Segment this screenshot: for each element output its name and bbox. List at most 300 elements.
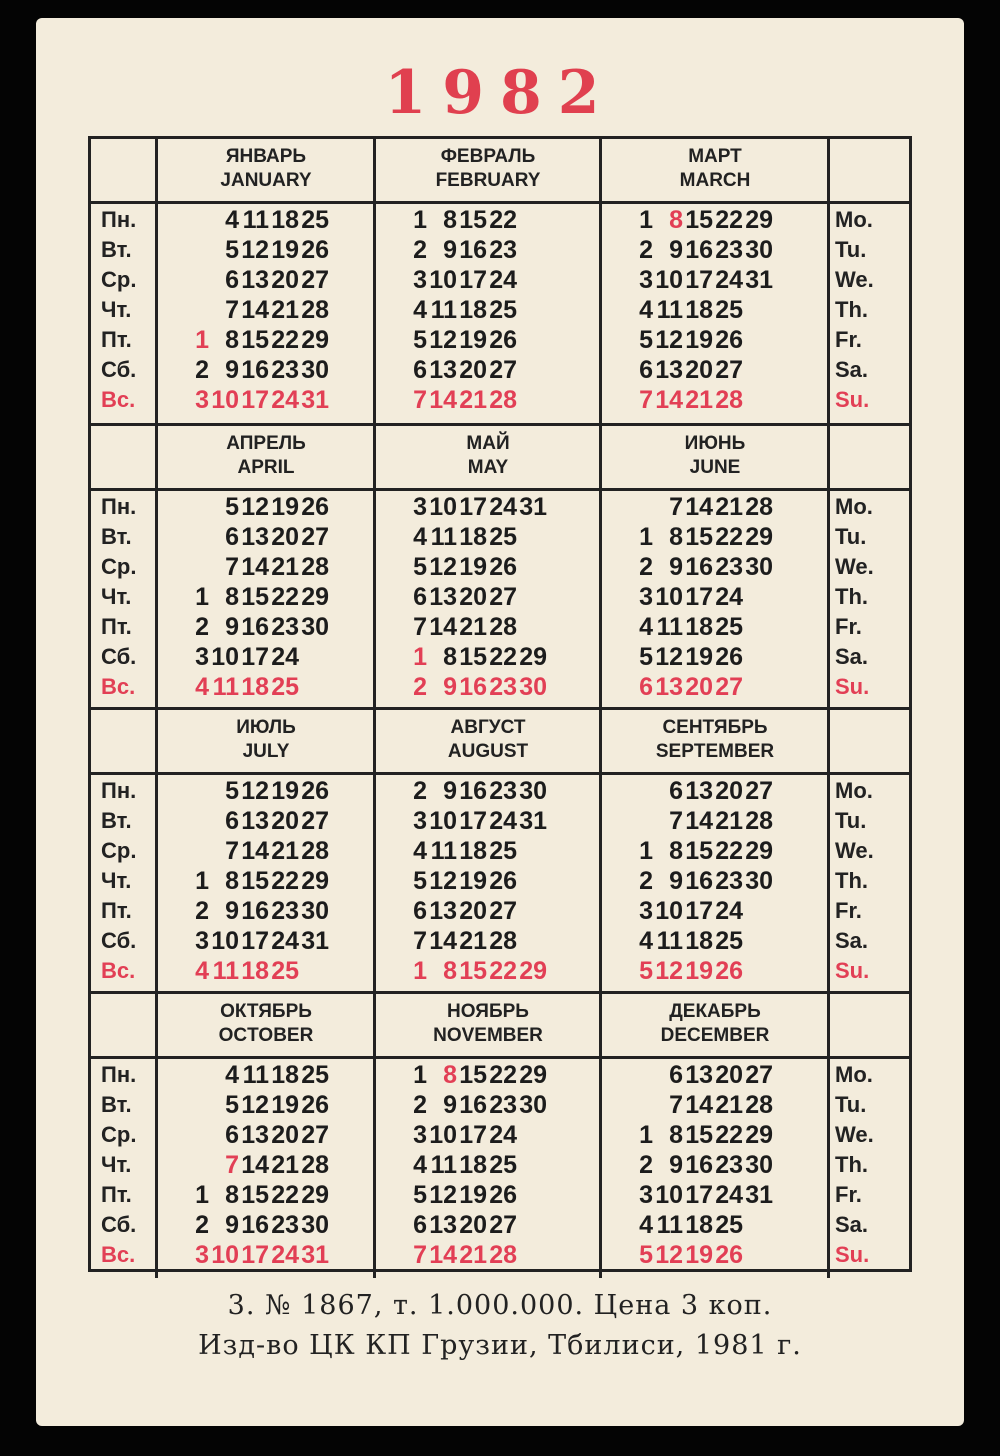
month-name: [157, 716, 375, 764]
day-number: 21: [271, 837, 299, 865]
day-number: 5: [225, 236, 239, 264]
weekday-row: [397, 235, 517, 265]
quarter-row: [91, 139, 909, 423]
weekday-row: [623, 1240, 773, 1270]
day-number: 17: [459, 266, 487, 294]
month-name-ru: НОЯБРЬ: [447, 1001, 529, 1022]
day-number: 5: [639, 643, 653, 671]
weekday-label-en: Sa.: [835, 357, 869, 382]
weekday-label-ru: Пн.: [101, 1062, 137, 1087]
day-number: 14: [241, 837, 269, 865]
day-number: [179, 776, 209, 806]
day-number: 22: [271, 326, 299, 354]
day-number: 19: [271, 236, 299, 264]
weekday-row: [623, 522, 773, 552]
day-number: 27: [745, 777, 773, 805]
day-number: 9: [669, 236, 683, 264]
day-number: 1: [195, 867, 209, 895]
day-number: 24: [715, 1181, 743, 1209]
month-name-en: APRIL: [237, 457, 295, 478]
day-number: [179, 1090, 209, 1120]
day-number: 9: [669, 553, 683, 581]
day-number: 1: [195, 583, 209, 611]
day-number: 20: [459, 1211, 487, 1239]
weekday-row: [623, 672, 773, 702]
day-number: 9: [225, 613, 239, 641]
day-number: 22: [489, 957, 517, 985]
month-name-en: MARCH: [679, 170, 751, 191]
weekday-row: [179, 385, 329, 415]
month-name-ru: ИЮЛЬ: [236, 717, 296, 738]
day-number: 6: [413, 356, 427, 384]
day-number: 30: [301, 613, 329, 641]
day-number: 25: [715, 1211, 743, 1239]
day-number: 14: [429, 386, 457, 414]
weekday-label-en: Th.: [835, 584, 868, 609]
day-number: 8: [443, 957, 457, 985]
day-number: 8: [225, 1181, 239, 1209]
day-number: 24: [271, 927, 299, 955]
weekday-label-ru: Чт.: [101, 297, 132, 322]
weekday-row: [397, 552, 547, 582]
day-number: 1: [413, 206, 427, 234]
day-number: 4: [639, 927, 653, 955]
day-number: 25: [301, 206, 329, 234]
day-number: 10: [211, 643, 239, 671]
day-number: 30: [301, 1211, 329, 1239]
day-number: 29: [745, 1121, 773, 1149]
month-days: [397, 492, 547, 702]
print-info-line: 3. № 1867, т. 1.000.000. Цена 3 коп.: [227, 1290, 773, 1321]
day-number: 13: [241, 523, 269, 551]
day-number: 15: [241, 867, 269, 895]
day-number: 6: [225, 1121, 239, 1149]
weekday-row: [623, 385, 773, 415]
day-number: 14: [241, 1151, 269, 1179]
weekday-row: [179, 806, 329, 836]
day-number: 21: [271, 1151, 299, 1179]
weekday-label-en: Sa.: [835, 928, 869, 953]
weekday-row: [623, 265, 773, 295]
weekday-label-ru: Вт.: [101, 808, 132, 833]
day-number: 8: [225, 583, 239, 611]
day-number: 19: [459, 867, 487, 895]
day-number: 13: [655, 673, 683, 701]
day-number: 16: [241, 613, 269, 641]
day-number: 26: [489, 326, 517, 354]
day-number: 10: [655, 897, 683, 925]
day-number: 20: [271, 807, 299, 835]
day-number: 15: [459, 206, 487, 234]
year-title: 1982: [384, 58, 616, 128]
day-number: 27: [745, 1061, 773, 1089]
day-number: 4: [413, 1151, 427, 1179]
weekday-row: [623, 776, 773, 806]
day-number: 22: [271, 1181, 299, 1209]
month-name-ru: СЕНТЯБРЬ: [662, 717, 768, 738]
weekday-row: [179, 522, 329, 552]
day-number: 22: [271, 867, 299, 895]
weekday-row: [397, 642, 547, 672]
day-number: 12: [655, 957, 683, 985]
day-number: 25: [715, 927, 743, 955]
weekday-row: [623, 806, 773, 836]
month-name: [601, 1000, 829, 1048]
day-number: 12: [655, 643, 683, 671]
day-number: 26: [489, 553, 517, 581]
day-number: 14: [241, 553, 269, 581]
day-number: 10: [429, 493, 457, 521]
day-number: 6: [413, 583, 427, 611]
day-number: 29: [745, 523, 773, 551]
day-number: 10: [655, 583, 683, 611]
day-number: [179, 1150, 209, 1180]
month-name-ru: ЯНВАРЬ: [225, 146, 307, 167]
day-number: 10: [211, 927, 239, 955]
day-number: 17: [241, 927, 269, 955]
day-number: 17: [459, 807, 487, 835]
day-number: [179, 265, 209, 295]
month-days: [623, 776, 773, 986]
weekday-label-ru: Сб.: [101, 1212, 137, 1237]
day-number: 8: [443, 643, 457, 671]
day-number: 4: [639, 296, 653, 324]
day-number: 14: [429, 1241, 457, 1269]
day-number: 2: [413, 673, 427, 701]
weekday-row: [179, 205, 329, 235]
month-name: [157, 432, 375, 480]
weekday-label-en: Su.: [835, 674, 870, 699]
weekday-row: [179, 672, 329, 702]
weekday-row: [623, 582, 773, 612]
weekday-label-ru: Сб.: [101, 644, 137, 669]
month-name-ru: АПРЕЛЬ: [226, 433, 306, 454]
day-number: 18: [685, 927, 713, 955]
weekday-label-ru: Вс.: [101, 1242, 136, 1267]
day-number: 21: [715, 493, 743, 521]
day-number: 20: [459, 356, 487, 384]
day-number: 10: [655, 266, 683, 294]
day-number: 12: [429, 553, 457, 581]
day-number: 30: [745, 236, 773, 264]
day-number: 5: [225, 777, 239, 805]
weekday-row: [397, 1150, 547, 1180]
day-number: 11: [212, 673, 239, 701]
day-number: 12: [241, 1091, 269, 1119]
weekday-label-en: We.: [835, 838, 874, 863]
day-number: 9: [669, 1151, 683, 1179]
day-number: 3: [639, 1181, 653, 1209]
day-number: 27: [301, 1121, 329, 1149]
weekday-label-ru: Пт.: [101, 614, 132, 639]
day-number: 11: [656, 927, 683, 955]
day-number: 21: [685, 386, 713, 414]
day-number: 29: [519, 643, 547, 671]
day-number: 10: [211, 386, 239, 414]
day-number: 9: [225, 356, 239, 384]
day-number: 22: [489, 643, 517, 671]
weekday-row: [623, 235, 773, 265]
weekday-row: [623, 552, 773, 582]
month-days: [623, 1060, 773, 1270]
day-number: 5: [413, 867, 427, 895]
day-number: 21: [271, 553, 299, 581]
weekday-row: [179, 355, 329, 385]
weekday-label-ru: Сб.: [101, 928, 137, 953]
day-number: [623, 806, 653, 836]
day-number: 26: [301, 493, 329, 521]
weekday-label-en: We.: [835, 267, 874, 292]
day-number: 17: [241, 386, 269, 414]
day-number: 16: [459, 777, 487, 805]
day-number: 29: [301, 1181, 329, 1209]
day-number: 25: [715, 296, 743, 324]
day-number: 18: [459, 1151, 487, 1179]
day-number: 13: [655, 356, 683, 384]
weekday-label-ru: Вс.: [101, 387, 136, 412]
day-number: 16: [459, 1091, 487, 1119]
day-number: 26: [715, 643, 743, 671]
day-number: 4: [195, 957, 209, 985]
weekday-row: [397, 522, 547, 552]
day-number: 13: [429, 583, 457, 611]
day-number: 22: [489, 206, 517, 234]
day-number: 11: [242, 1061, 269, 1089]
weekday-row: [623, 295, 773, 325]
day-number: 12: [241, 777, 269, 805]
day-number: 20: [459, 897, 487, 925]
weekday-label-ru: Пт.: [101, 1182, 132, 1207]
day-number: 1: [639, 523, 653, 551]
weekday-row: [179, 295, 329, 325]
day-number: 22: [715, 837, 743, 865]
day-number: 7: [225, 296, 239, 324]
day-number: [179, 836, 209, 866]
day-number: 9: [225, 1211, 239, 1239]
weekday-row: [397, 1090, 547, 1120]
month-days: [397, 776, 547, 986]
day-number: 25: [489, 296, 517, 324]
day-number: [623, 1060, 653, 1090]
day-number: 28: [301, 1151, 329, 1179]
day-number: 31: [301, 386, 329, 414]
day-number: 5: [413, 326, 427, 354]
weekday-label-ru: Ср.: [101, 267, 137, 292]
day-number: 5: [639, 326, 653, 354]
weekday-row: [179, 926, 329, 956]
month-days: [397, 205, 517, 415]
day-number: 21: [715, 1091, 743, 1119]
day-number: 2: [639, 1151, 653, 1179]
weekday-row: [179, 1180, 329, 1210]
day-number: 25: [301, 1061, 329, 1089]
weekday-row: [623, 1060, 773, 1090]
day-number: 28: [301, 296, 329, 324]
month-name-en: DECEMBER: [660, 1025, 770, 1046]
day-number: 7: [225, 553, 239, 581]
weekday-label-en: Tu.: [835, 808, 867, 833]
weekday-label-en: Tu.: [835, 524, 867, 549]
day-number: 13: [685, 777, 713, 805]
weekday-row: [397, 1180, 547, 1210]
day-number: 21: [459, 1241, 487, 1269]
day-number: 15: [241, 1181, 269, 1209]
day-number: 22: [271, 583, 299, 611]
day-number: 4: [413, 523, 427, 551]
day-number: 8: [225, 867, 239, 895]
weekday-row: [179, 492, 329, 522]
weekday-row: [179, 896, 329, 926]
weekday-label-en: Mo.: [835, 494, 873, 519]
day-number: 26: [715, 326, 743, 354]
day-number: 7: [225, 1151, 239, 1179]
weekday-row: [623, 325, 773, 355]
day-number: 18: [459, 296, 487, 324]
day-number: 2: [413, 777, 427, 805]
day-number: [623, 776, 653, 806]
day-number: 15: [685, 837, 713, 865]
day-number: 3: [639, 897, 653, 925]
weekday-label-en: Sa.: [835, 644, 869, 669]
month-days: [397, 1060, 547, 1270]
weekday-label-en: Su.: [835, 387, 870, 412]
weekday-row: [397, 1060, 547, 1090]
day-number: 17: [459, 493, 487, 521]
month-days: [179, 1060, 329, 1270]
day-number: 21: [271, 296, 299, 324]
month-name: [375, 1000, 601, 1048]
weekday-row: [179, 866, 329, 896]
weekday-label-ru: Пн.: [101, 207, 137, 232]
day-number: 26: [301, 777, 329, 805]
day-number: 29: [519, 957, 547, 985]
day-number: 22: [715, 206, 743, 234]
day-number: 1: [413, 957, 427, 985]
day-number: 23: [489, 236, 517, 264]
weekday-row: [397, 836, 547, 866]
weekday-row: [397, 492, 547, 522]
day-number: 26: [715, 1241, 743, 1269]
day-number: 11: [430, 296, 457, 324]
day-number: 21: [459, 386, 487, 414]
day-number: 7: [413, 386, 427, 414]
day-number: 19: [459, 326, 487, 354]
day-number: 4: [225, 206, 239, 234]
day-number: 3: [639, 583, 653, 611]
weekday-row: [179, 776, 329, 806]
weekday-row: [397, 385, 517, 415]
day-number: 24: [715, 897, 743, 925]
day-number: 30: [301, 356, 329, 384]
month-name-en: SEPTEMBER: [655, 741, 775, 762]
day-number: 14: [429, 613, 457, 641]
day-number: 23: [489, 673, 517, 701]
day-number: [179, 552, 209, 582]
weekday-row: [397, 1120, 547, 1150]
day-number: 16: [459, 673, 487, 701]
day-number: 28: [489, 1241, 517, 1269]
day-number: 6: [225, 807, 239, 835]
day-number: 15: [241, 326, 269, 354]
day-number: 5: [413, 1181, 427, 1209]
day-number: 28: [489, 613, 517, 641]
weekday-row: [623, 1210, 773, 1240]
month-name-ru: ИЮНЬ: [684, 433, 746, 454]
day-number: 18: [241, 673, 269, 701]
month-name: [601, 716, 829, 764]
day-number: 30: [301, 897, 329, 925]
day-number: 15: [685, 523, 713, 551]
day-number: 28: [745, 493, 773, 521]
day-number: 8: [225, 326, 239, 354]
day-number: [179, 492, 209, 522]
day-number: 19: [459, 553, 487, 581]
day-number: 30: [745, 867, 773, 895]
day-number: 31: [745, 266, 773, 294]
weekday-row: [179, 1150, 329, 1180]
day-number: 13: [429, 356, 457, 384]
weekday-row: [397, 866, 547, 896]
day-number: 6: [669, 1061, 683, 1089]
weekday-label-ru: Чт.: [101, 584, 132, 609]
day-number: 24: [715, 266, 743, 294]
weekday-row: [623, 896, 773, 926]
day-number: 28: [715, 386, 743, 414]
day-number: 12: [655, 1241, 683, 1269]
weekday-row: [179, 1060, 329, 1090]
day-number: 17: [459, 1121, 487, 1149]
day-number: [623, 1090, 653, 1120]
day-number: 26: [715, 957, 743, 985]
day-number: 4: [195, 673, 209, 701]
day-number: 10: [655, 1181, 683, 1209]
day-number: 5: [413, 553, 427, 581]
day-number: 29: [519, 1061, 547, 1089]
day-number: 4: [413, 296, 427, 324]
day-number: 6: [225, 266, 239, 294]
day-number: [179, 1120, 209, 1150]
weekday-row: [397, 612, 547, 642]
day-number: 24: [489, 493, 517, 521]
day-number: 11: [242, 206, 269, 234]
day-number: 5: [639, 957, 653, 985]
day-number: 9: [225, 897, 239, 925]
day-number: 12: [429, 867, 457, 895]
month-days: [179, 776, 329, 986]
day-number: 10: [429, 1121, 457, 1149]
day-number: 11: [430, 1151, 457, 1179]
day-number: 29: [301, 326, 329, 354]
month-name-en: AUGUST: [447, 741, 529, 762]
day-number: 26: [301, 236, 329, 264]
weekday-label-ru: Вс.: [101, 674, 136, 699]
day-number: 11: [656, 613, 683, 641]
day-number: 1: [413, 1061, 427, 1089]
day-number: 2: [195, 897, 209, 925]
weekday-row: [179, 642, 329, 672]
day-number: 13: [241, 266, 269, 294]
month-name: [601, 145, 829, 193]
weekday-row: [623, 866, 773, 896]
weekday-row: [179, 1210, 329, 1240]
day-number: 8: [669, 206, 683, 234]
day-number: 14: [655, 386, 683, 414]
weekday-row: [179, 325, 329, 355]
day-number: 16: [241, 897, 269, 925]
day-number: 13: [241, 1121, 269, 1149]
day-number: 22: [715, 1121, 743, 1149]
day-number: 25: [271, 673, 299, 701]
